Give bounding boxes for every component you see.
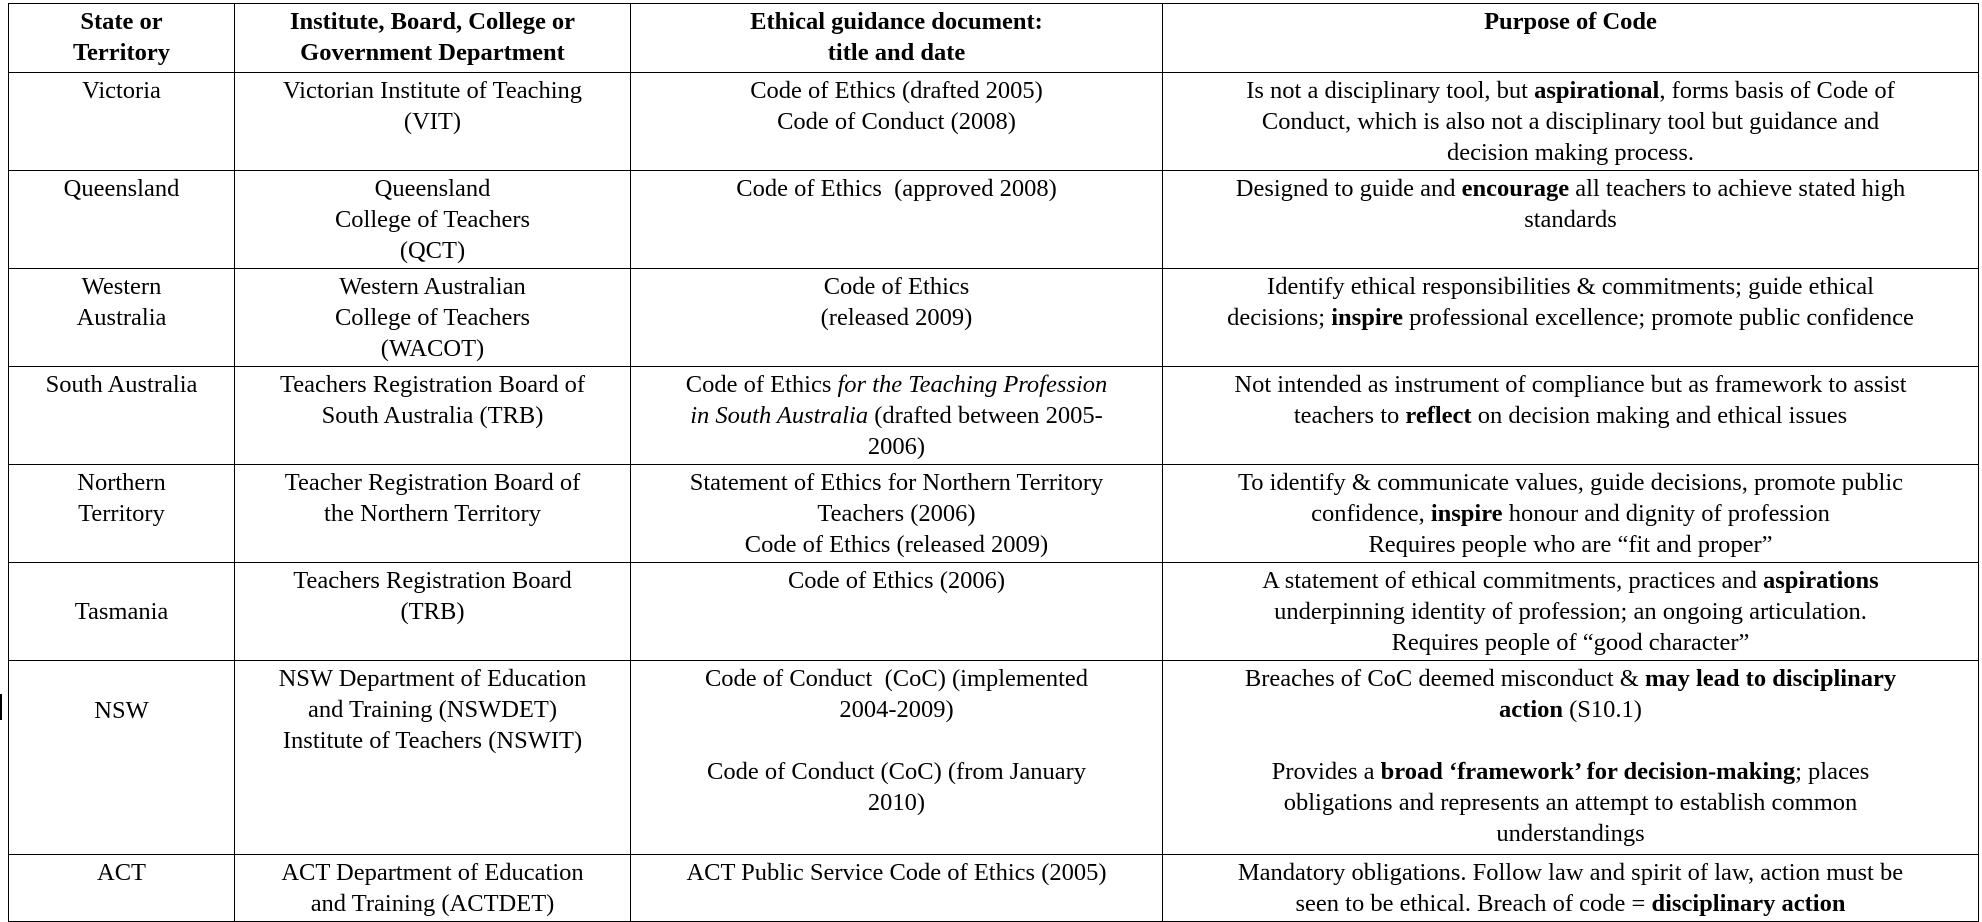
header-purpose: Purpose of Code bbox=[1163, 4, 1979, 73]
state-cell: ACT bbox=[9, 855, 235, 922]
document-cell: Code of Ethics for the Teaching Profession in South Australia (drafted between 2005- 2006) bbox=[631, 367, 1163, 465]
table-row bbox=[9, 171, 1979, 269]
table-row bbox=[9, 367, 1979, 465]
margin-edit-mark bbox=[0, 694, 2, 720]
document-cell: ACT Public Service Code of Ethics (2005) bbox=[631, 855, 1163, 922]
institute-cell: NSW Department of Education and Training (NSWDET) Institute of Teachers (NSWIT) bbox=[235, 661, 631, 855]
header-row bbox=[9, 4, 1979, 73]
state-cell: Western Australia bbox=[9, 269, 235, 367]
purpose-cell: Mandatory obligations. Follow law and spirit of law, action must be seen to be ethical. Breach of code = disciplinary action bbox=[1163, 855, 1979, 922]
document-cell: Code of Ethics (2006) bbox=[631, 563, 1163, 661]
purpose-cell: Not intended as instrument of compliance but as framework to assist teachers to reflect on decision making and ethical issues bbox=[1163, 367, 1979, 465]
table-row bbox=[9, 855, 1979, 922]
institute-cell: Queensland College of Teachers (QCT) bbox=[235, 171, 631, 269]
table-row bbox=[9, 563, 1979, 661]
header-institute: Institute, Board, College or Government Department bbox=[235, 4, 631, 73]
institute-cell: ACT Department of Education and Training (ACTDET) bbox=[235, 855, 631, 922]
table-row bbox=[9, 465, 1979, 563]
document-cell: Code of Ethics (released 2009) bbox=[631, 269, 1163, 367]
document-cell: Code of Ethics (approved 2008) bbox=[631, 171, 1163, 269]
header-document: Ethical guidance document: title and date bbox=[631, 4, 1163, 73]
table-row bbox=[9, 269, 1979, 367]
purpose-cell: Breaches of CoC deemed misconduct & may lead to disciplinary action (S10.1) Provides a broad ‘framework’ for decision-making; places obligations and represents an attempt to establish common understandings bbox=[1163, 661, 1979, 855]
institute-cell: Teacher Registration Board of the Northern Territory bbox=[235, 465, 631, 563]
purpose-cell: Identify ethical responsibilities & commitments; guide ethical decisions; inspire professional excellence; promote public confidence bbox=[1163, 269, 1979, 367]
state-cell: South Australia bbox=[9, 367, 235, 465]
state-cell: Victoria bbox=[9, 73, 235, 171]
state-cell: NSW bbox=[9, 661, 235, 855]
institute-cell: Victorian Institute of Teaching (VIT) bbox=[235, 73, 631, 171]
ethics-codes-table bbox=[8, 3, 1979, 922]
purpose-cell: To identify & communicate values, guide decisions, promote public confidence, inspire honour and dignity of profession Requires people who are “fit and proper” bbox=[1163, 465, 1979, 563]
header-state: State or Territory bbox=[9, 4, 235, 73]
institute-cell: Teachers Registration Board (TRB) bbox=[235, 563, 631, 661]
state-cell: Northern Territory bbox=[9, 465, 235, 563]
table-row bbox=[9, 661, 1979, 855]
purpose-cell: Designed to guide and encourage all teachers to achieve stated high standards bbox=[1163, 171, 1979, 269]
state-cell: Tasmania bbox=[9, 563, 235, 661]
table-row bbox=[9, 73, 1979, 171]
state-cell: Queensland bbox=[9, 171, 235, 269]
document-cell: Code of Conduct (CoC) (implemented 2004-2009) Code of Conduct (CoC) (from January 2010) bbox=[631, 661, 1163, 855]
institute-cell: Teachers Registration Board of South Australia (TRB) bbox=[235, 367, 631, 465]
document-cell: Statement of Ethics for Northern Territory Teachers (2006) Code of Ethics (released 2009) bbox=[631, 465, 1163, 563]
purpose-cell: A statement of ethical commitments, practices and aspirations underpinning identity of profession; an ongoing articulation. Requires people of “good character” bbox=[1163, 563, 1979, 661]
institute-cell: Western Australian College of Teachers (WACOT) bbox=[235, 269, 631, 367]
purpose-cell: Is not a disciplinary tool, but aspirational, forms basis of Code of Conduct, which is also not a disciplinary tool but guidance and decision making process. bbox=[1163, 73, 1979, 171]
document-cell: Code of Ethics (drafted 2005) Code of Conduct (2008) bbox=[631, 73, 1163, 171]
